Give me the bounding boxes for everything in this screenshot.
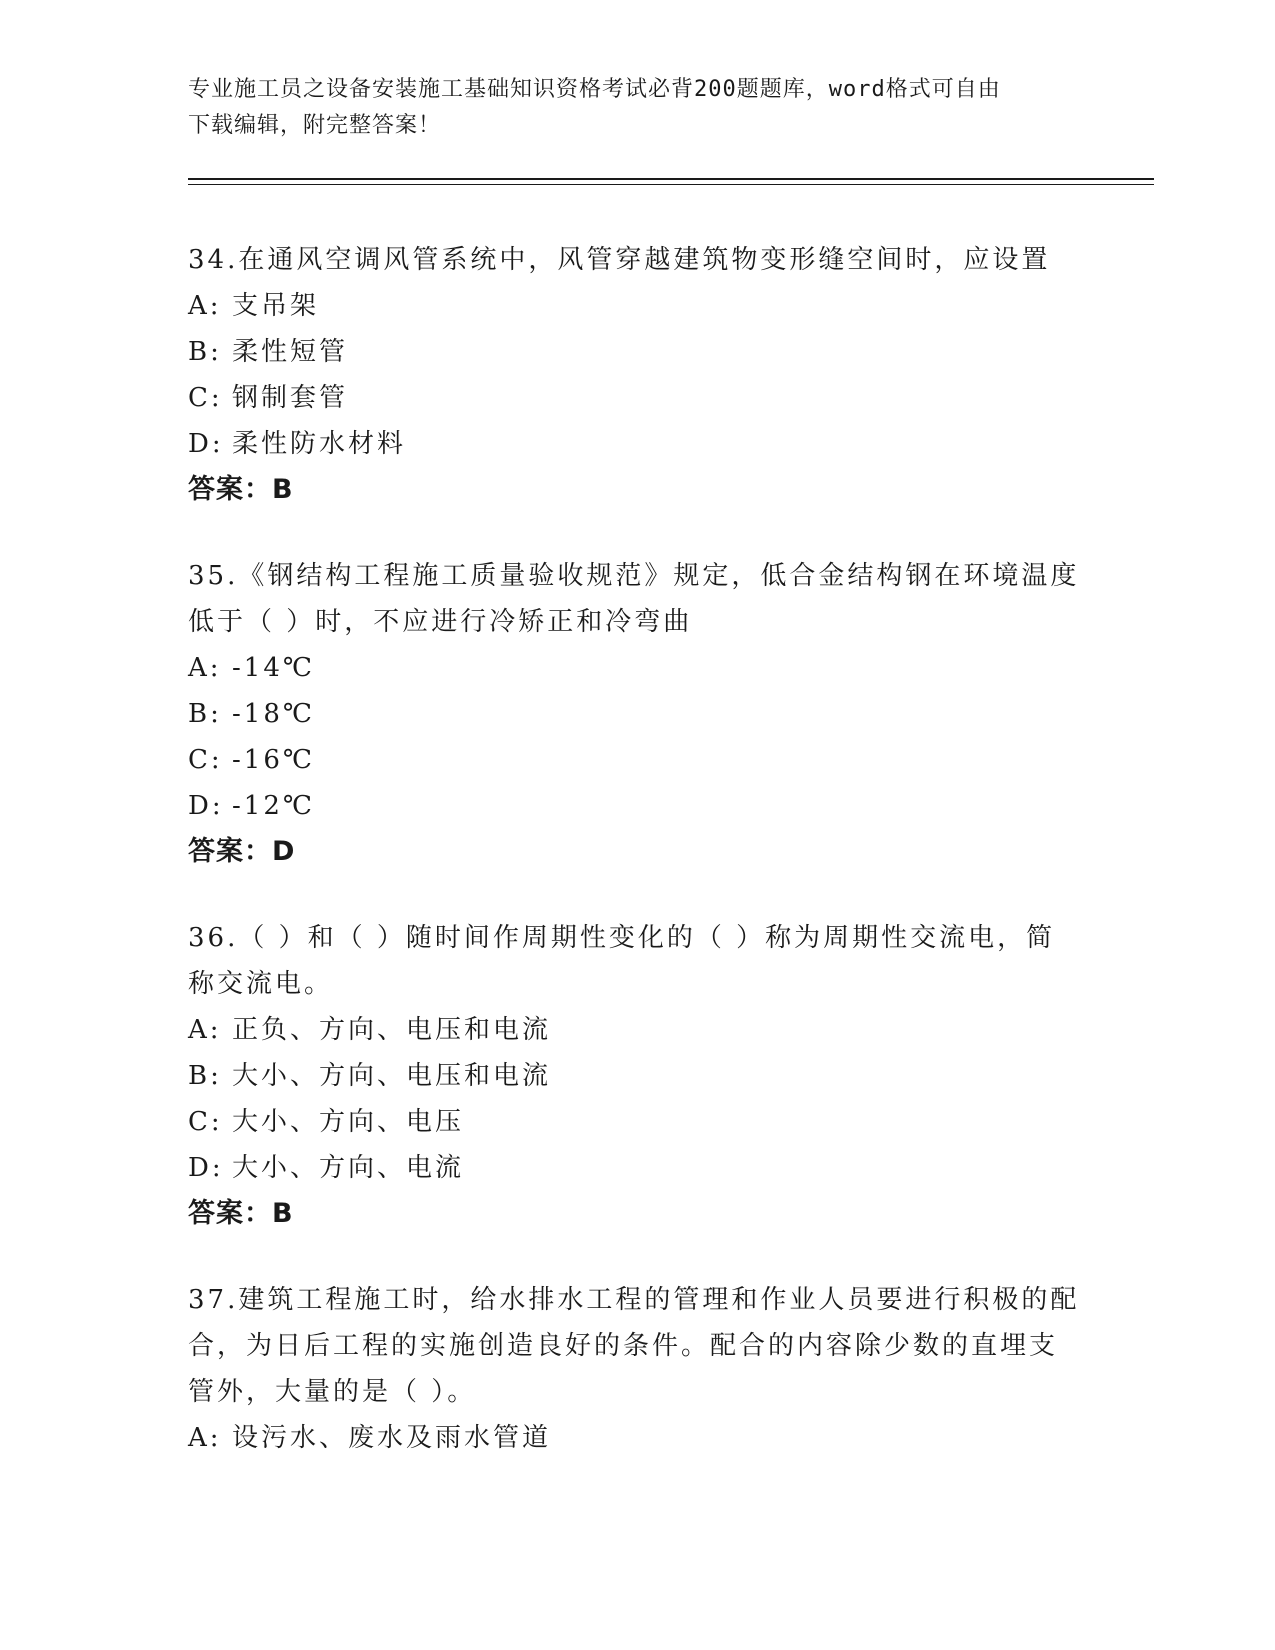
option-text: 柔性短管: [232, 337, 349, 367]
option-key: B:: [188, 337, 222, 367]
question-37: [188, 1277, 1088, 1461]
option-key: D:: [188, 1153, 224, 1183]
header-divider-thin: [188, 184, 1154, 185]
question-stem: 34.在通风空调风管系统中，风管穿越建筑物变形缝空间时，应设置: [188, 245, 1051, 275]
option-d: [188, 421, 1088, 467]
header-divider-thick: [188, 178, 1154, 180]
question-stem-line-2: 低于（ ）时，不应进行冷矫正和冷弯曲: [188, 607, 693, 637]
option-b: [188, 691, 1088, 737]
answer-line: 答案：D: [188, 836, 296, 867]
question-stem-line-1: 37.建筑工程施工时，给水排水工程的管理和作业人员要进行积极的配: [188, 1285, 1080, 1315]
option-c: [188, 375, 1088, 421]
option-text: 柔性防水材料: [232, 429, 407, 459]
question-stem-line-2: 合，为日后工程的实施创造良好的条件。配合的内容除少数的直埋支: [188, 1331, 1059, 1361]
question-34: [188, 237, 1088, 513]
question-36: [188, 915, 1088, 1237]
header-line-2: 下载编辑，附完整答案！: [188, 113, 442, 138]
option-key: A:: [188, 1423, 222, 1453]
answer-line: 答案：B: [188, 1198, 294, 1229]
answer-line: 答案：B: [188, 474, 294, 505]
option-key: A:: [188, 1015, 222, 1045]
option-key: A:: [188, 291, 222, 321]
question-stem-line-1: 35.《钢结构工程施工质量验收规范》规定，低合金结构钢在环境温度: [188, 561, 1080, 591]
option-text: 钢制套管: [232, 383, 349, 413]
option-key: C:: [188, 745, 223, 775]
document-header: [188, 72, 1068, 144]
option-b: [188, 329, 1088, 375]
option-text: 大小、方向、电流: [232, 1153, 465, 1183]
question-list: [188, 237, 1088, 1501]
option-a: [188, 645, 1088, 691]
option-text: 设污水、废水及雨水管道: [232, 1423, 552, 1453]
option-key: D:: [188, 791, 224, 821]
question-stem-line-2: 称交流电。: [188, 969, 334, 999]
option-key: D:: [188, 429, 224, 459]
option-a: [188, 1415, 1088, 1461]
option-key: C:: [188, 383, 223, 413]
option-d: [188, 1145, 1088, 1191]
option-c: [188, 737, 1088, 783]
question-stem-line-3: 管外，大量的是（ ）。: [188, 1377, 477, 1407]
option-key: A:: [188, 653, 222, 683]
option-text: -14℃: [232, 653, 315, 683]
option-key: C:: [188, 1107, 223, 1137]
option-key: B:: [188, 1061, 222, 1091]
option-c: [188, 1099, 1088, 1145]
option-b: [188, 1053, 1088, 1099]
option-text: -16℃: [232, 745, 315, 775]
option-text: 正负、方向、电压和电流: [232, 1015, 552, 1045]
question-stem-line-1: 36.（ ）和（ ）随时间作周期性变化的（ ）称为周期性交流电，简: [188, 923, 1056, 953]
question-35: [188, 553, 1088, 875]
option-text: -12℃: [232, 791, 315, 821]
option-text: 大小、方向、电压和电流: [232, 1061, 552, 1091]
option-text: 支吊架: [232, 291, 320, 321]
option-a: [188, 283, 1088, 329]
option-key: B:: [188, 699, 222, 729]
option-text: -18℃: [232, 699, 315, 729]
option-a: [188, 1007, 1088, 1053]
option-text: 大小、方向、电压: [232, 1107, 465, 1137]
option-d: [188, 783, 1088, 829]
header-line-1: 专业施工员之设备安装施工基础知识资格考试必背200题题库，word格式可自由: [188, 77, 1001, 102]
